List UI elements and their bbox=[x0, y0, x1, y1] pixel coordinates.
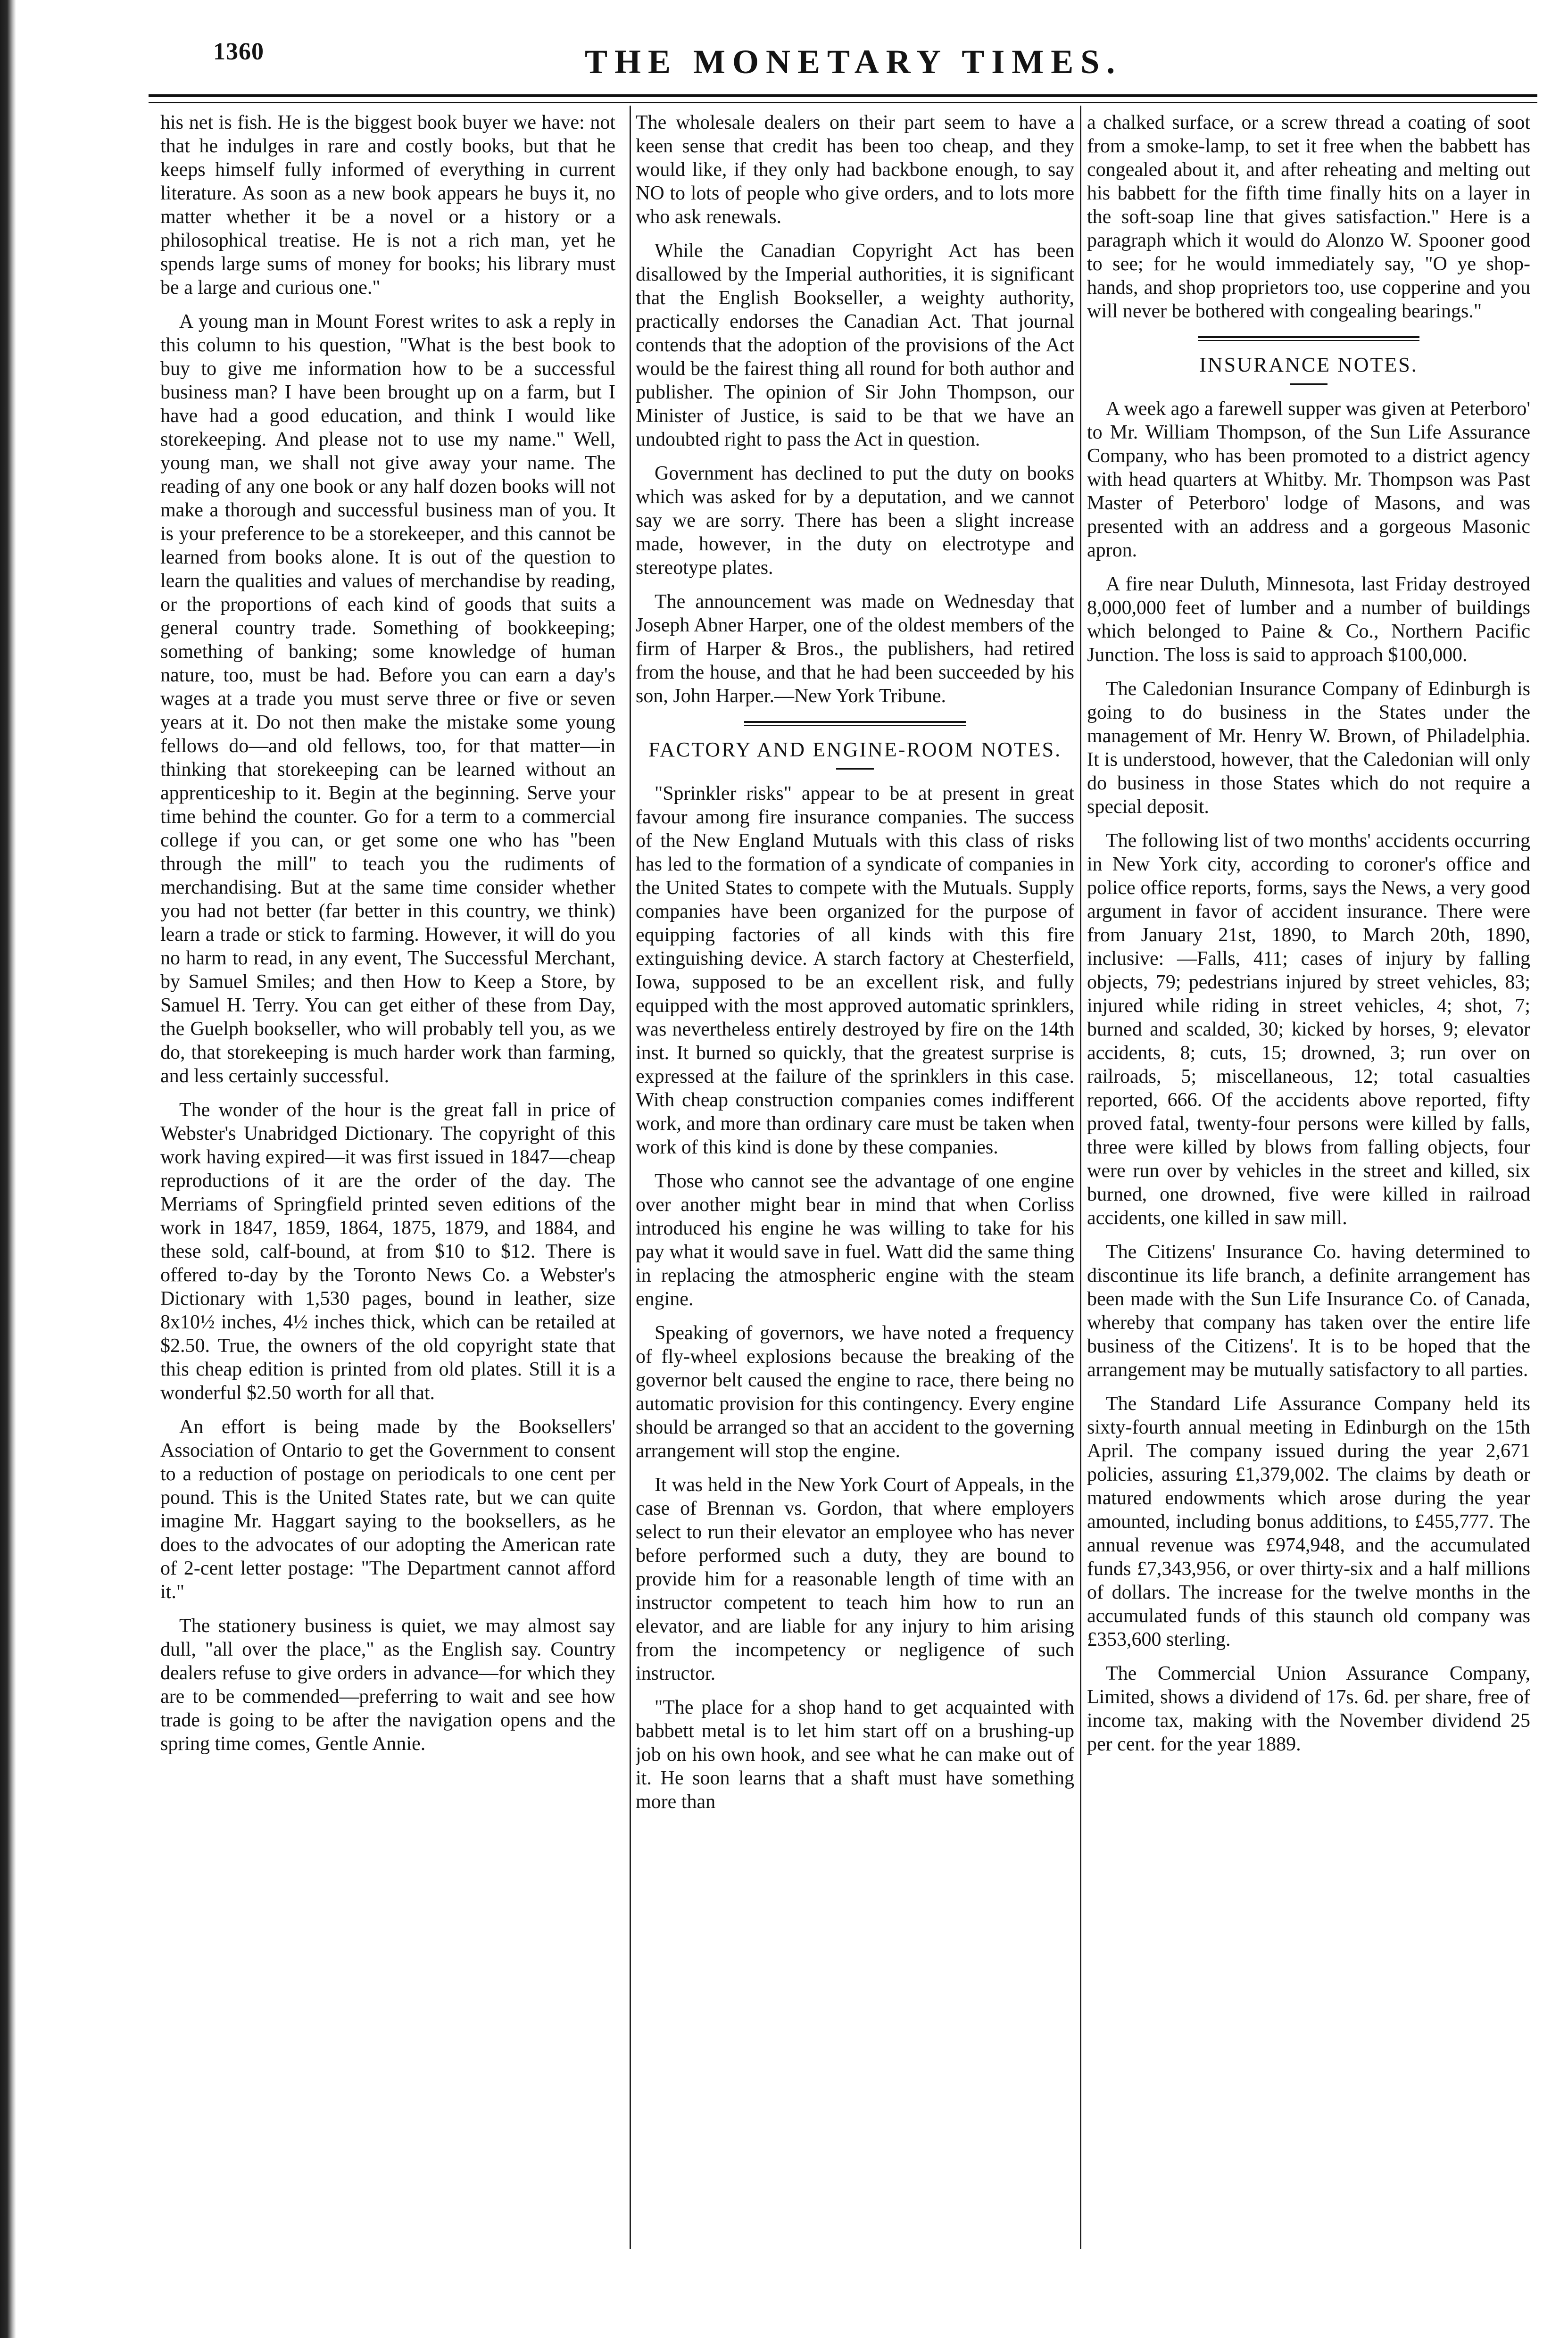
section-rule bbox=[744, 721, 966, 726]
section-heading-factory: FACTORY AND ENGINE-ROOM NOTES. bbox=[648, 738, 1062, 761]
paragraph: It was held in the New York Court of Appeals, in the case of Brennan vs. Gordon, that where employers select to run their elevator an employee who has never before performed such a duty, they are bound to provide him for a reasonable length of time with an instructor competent to teach him how to run an elevator, and are liable for any injury to him arising from the incompetency or negligence of such instructor. bbox=[636, 1474, 1074, 1684]
section-heading-insurance: INSURANCE NOTES. bbox=[1199, 353, 1418, 376]
paragraph: The wonder of the hour is the great fall in price of Webster's Unabridged Dictionary. The copyright of this work having expired—it was first issued in 1847—cheap reproductions of it are the order of the day. The Merriams of Springfield printed seven editions of the work in 1847, 1859, 1864, 1875, 1879, and 1884, and these sold, calf-bound, at from $10 to $12. There is offered to-day by the Toronto News Co. a Webster's Dictionary with 1,530 pages, bound in leather, size 8x10½ inches, 4½ inches thick, which can be retailed at $2.50. True, the owners of the old copyright state that this cheap edition is printed from old plates. Still it is a wonderful $2.50 worth for all that. bbox=[160, 1099, 615, 1404]
paragraph: The Citizens' Insurance Co. having determined to discontinue its life branch, a definite arrangement has been made with the Sun Life Insurance Co. of Canada, whereby that company has taken over the entire life business of the Citizens'. It is to be hoped that the arrangement may be mutually satisfactory to all parties. bbox=[1087, 1241, 1530, 1381]
paragraph: A young man in Mount Forest writes to ask a reply in this column to his question, "What is the best book to buy to give me information how to be a successful business man? I have been brought up on a farm, but I have had a good education, and think I would like storekeeping. And please not to use my name." Well, young man, we shall not give away your name. The reading of any one book or any half dozen books will not make a thorough and successful business man of you. It is your preference to be a storekeeper, and this cannot be learned from books alone. It is out of the question to learn the qualities and values of merchandise by reading, or the proportions of each kind of goods that suits a general country trade. Something of bookkeeping; something of banking; some knowledge of human nature, too, must be had. Before you can earn a day's wages at a trade you must serve three or five or seven years at it. Do not then make the mistake some young fellows do—and old fellows, too, for that matter—in thinking that storekeeping can be learned without an apprenticeship to it. Begin at the beginning. Serve your time behind the counter. Go for a term to a commercial college if you can, or get some one who has "been through the mill" to teach you the rudiments of merchandising. But at the same time consider whether you had not better (far better in this country, we think) learn a trade or stick to farming. However, it will do you no harm to read, in any event, The Successful Merchant, by Samuel Smiles; and then How to Keep a Store, by Samuel H. Terry. You can get either of these from Day, the Guelph bookseller, who will probably tell you, as we do, that storekeeping is much harder work than farming, and less certainly successful. bbox=[160, 311, 615, 1087]
heading-underline bbox=[1290, 383, 1327, 385]
paragraph: "The place for a shop hand to get acquainted with babbett metal is to let him start off on a brushing-up job on his own hook, and see what he can make out of it. He soon learns that a shaft must have something more than bbox=[636, 1697, 1074, 1813]
column-2 bbox=[636, 111, 1074, 2261]
paragraph: A fire near Duluth, Minnesota, last Friday destroyed 8,000,000 feet of lumber and a number of buildings which belonged to Paine & Co., Northern Pacific Junction. The loss is said to approach $100,000. bbox=[1087, 573, 1530, 666]
paragraph: The Commercial Union Assurance Company, Limited, shows a dividend of 17s. 6d. per share, free of income tax, making with the November dividend 25 per cent. for the year 1889. bbox=[1087, 1663, 1530, 1755]
paragraph: Government has declined to put the duty on books which was asked for by a deputation, and we cannot say we are sorry. There has been a slight increase made, however, in the duty on electrotype and stereotype plates. bbox=[636, 463, 1074, 579]
paragraph: Those who cannot see the advantage of one engine over another might bear in mind that when Corliss introduced his engine he was willing to take for his pay what it would save in fuel. Watt did the same thing in replacing the atmospheric engine with the steam engine. bbox=[636, 1170, 1074, 1310]
paragraph: The Standard Life Assurance Company held its sixty-fourth annual meeting in Edinburgh on the 15th April. The company issued during the year 2,671 policies, assuring £1,379,002. The claims by death or matured endowments which arose during the year amounted, including bonus additions, to £455,777. The annual revenue was £974,948, and the accumulated funds £7,343,956, or over thirty-six and a half millions of dollars. The increase for the twelve months in the accumulated funds of this staunch old company was £353,600 sterling. bbox=[1087, 1393, 1530, 1650]
page-number: 1360 bbox=[213, 38, 264, 65]
heading-underline bbox=[836, 768, 874, 770]
paragraph: A week ago a farewell supper was given at Peterboro' to Mr. William Thompson, of the Sun Life Assurance Company, who has been promoted to a district agency with head quarters at Whitby. Mr. Thompson was Past Master of Peterboro' lodge of Masons, and was presented with an address and a gorgeous Masonic apron. bbox=[1087, 398, 1530, 561]
header-rule-thin bbox=[149, 102, 1537, 103]
section-rule bbox=[1198, 336, 1419, 341]
paragraph: "Sprinkler risks" appear to be at present in great favour among fire insurance companies. The success of the New England Mutuals with this class of risks has led to the formation of a syndicate of companies in the United States to compete with the Mutuals. Supply companies have been organized for the purpose of equipping factories of all kinds with this fire extinguishing device. A starch factory at Chesterfield, Iowa, supposed to be an excellent risk, and fully equipped with the most approved automatic sprinklers, was nevertheless entirely destroyed by fire on the 14th inst. It burned so quickly, that the greatest surprise is expressed at the failure of the sprinklers in this case. With cheap construction companies comes indifferent work, and more than ordinary care must be taken when work of this kind is done by these companies. bbox=[636, 783, 1074, 1158]
paragraph: The wholesale dealers on their part seem to have a keen sense that credit has been too cheap, and they would like, if they only had backbone enough, to say NO to lots of people who give orders, and to lots more who ask renewals. bbox=[636, 112, 1074, 228]
scan-edge-shadow bbox=[0, 0, 16, 2338]
paragraph: The stationery business is quiet, we may almost say dull, "all over the place," as the English say. Country dealers refuse to give orders in advance—for which they are to be commended—preferring to wait and see how trade is going to be after the navigation opens and the spring time comes, Gentle Annie. bbox=[160, 1615, 615, 1755]
paragraph: Speaking of governors, we have noted a frequency of fly-wheel explosions because the breaking of the governor belt caused the engine to race, there being no automatic provision for this contingency. Every engine should be arranged so that an accident to the governing arrangement will stop the engine. bbox=[636, 1322, 1074, 1462]
paragraph: An effort is being made by the Booksellers' Association of Ontario to get the Government to consent to a reduction of postage on periodicals to one cent per pound. This is the United States rate, but we can quite imagine Mr. Haggart saying to the booksellers, as he does to the advocates of our adopting the American rate of 2-cent letter postage: "The Department cannot afford it." bbox=[160, 1416, 615, 1603]
paragraph: The announcement was made on Wednesday that Joseph Abner Harper, one of the oldest members of the firm of Harper & Bros., the publishers, had retired from the house, and that he had been succeeded by his son, John Harper.—New York Tribune. bbox=[636, 591, 1074, 707]
paragraph: a chalked surface, or a screw thread a coating of soot from a smoke-lamp, to set it free when the babbett has congealed about it, and after reheating and melting out his babbett for the fifth time finally hits on a layer in the soft-soap line that gives satisfaction." Here is a paragraph which it would do Alonzo W. Spooner good to see; for he would immediately say, "O ye shop-hands, and shop proprietors too, use copperine and you will never be bothered with congealing bearings." bbox=[1087, 112, 1530, 322]
column-divider-2 bbox=[1080, 106, 1081, 2249]
column-1 bbox=[160, 111, 615, 2261]
paragraph: While the Canadian Copyright Act has been disallowed by the Imperial authorities, it is significant that the English Bookseller, a weighty authority, practically endorses the Canadian Act. That journal contends that the adoption of the provisions of the Act would be the fairest thing all round for both author and publisher. The opinion of Sir John Thompson, our Minister of Justice, is said to be that we have an undoubted right to pass the Act in question. bbox=[636, 240, 1074, 450]
paragraph: his net is fish. He is the biggest book buyer we have: not that he indulges in rare and costly books, but that he keeps himself fully informed of everything in current literature. As soon as a new book appears he buys it, no matter whether it be a novel or a history or a philosophical treatise. He is not a rich man, yet he spends large sums of money for books; his library must be a large and curious one." bbox=[160, 112, 615, 298]
header-rule-thick bbox=[149, 94, 1537, 97]
paragraph: The following list of two months' accidents occurring in New York city, according to coroner's office and police office reports, forms, says the News, a very good argument in favor of accident insurance. There were from January 21st, 1890, to March 20th, 1890, inclusive: —Falls, 411; cases of injury by falling objects, 79; pedestrians injured by street vehicles, 83; injured while riding in street vehicles, 4; shot, 7; burned and scalded, 30; kicked by horses, 9; elevator accidents, 8; cuts, 15; drowned, 3; run over on railroads, 5; miscellaneous, 12; total casualties reported, 666. Of the accidents above reported, fifty proved fatal, twenty-four persons were killed by falls, three were killed by blows from falling objects, four were run over by vehicles in the street and killed, six burned, one drowned, five were killed in railroad accidents, one killed in saw mill. bbox=[1087, 830, 1530, 1229]
masthead-title: THE MONETARY TIMES. bbox=[585, 43, 1122, 81]
column-3 bbox=[1087, 111, 1530, 2261]
column-divider-1 bbox=[630, 106, 631, 2249]
paragraph: The Caledonian Insurance Company of Edinburgh is going to do business in the States under the management of Mr. Henry W. Brown, of Philadelphia. It is understood, however, that the Caledonian will only do business in those States which do not require a special deposit. bbox=[1087, 678, 1530, 818]
